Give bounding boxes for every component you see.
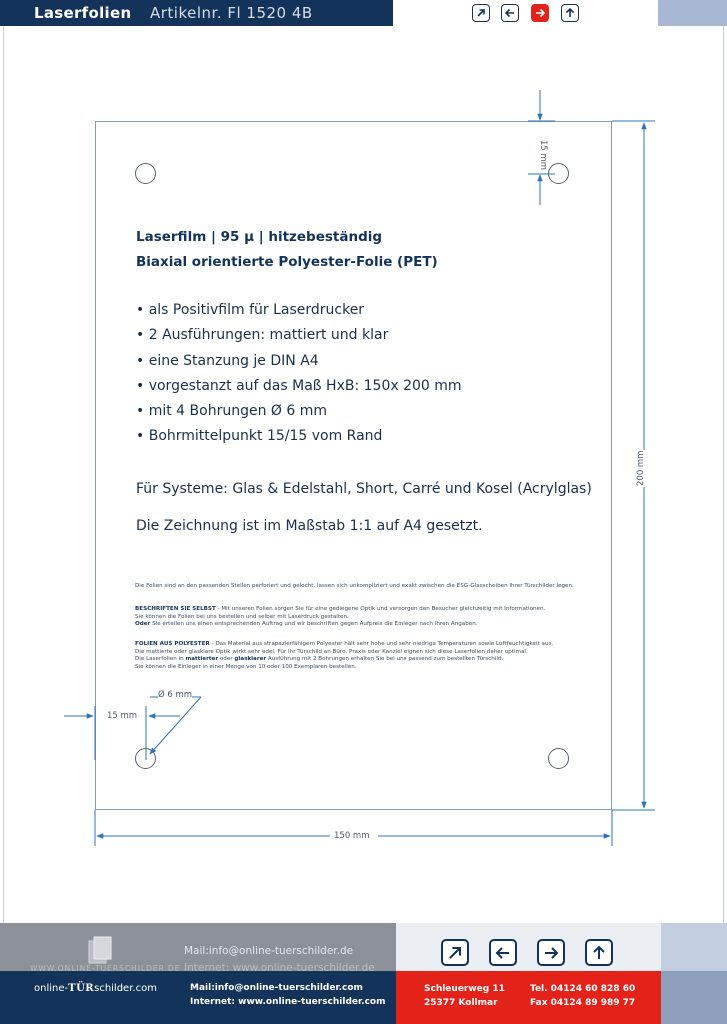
arrow-up-icon (590, 944, 608, 962)
footer-city: 25377 Kollmar (424, 998, 498, 1008)
footer-nav-up-button[interactable] (585, 939, 613, 966)
description-paragraph-3 (135, 641, 590, 671)
footer-nav-up-right-button[interactable] (441, 939, 469, 966)
scale-note: Die Zeichnung ist im Maßstab 1:1 auf A4 gesetzt. (136, 518, 483, 534)
list-item: • vorgestanzt auf das Maß HxB: 150x 200 mm (136, 377, 462, 394)
para3-text-b: Die mattierte oder glasklare Optik wirkt sehr edel. Für Ihr Türschild an Büro, Praxis oder Kanzlei eignen sich diese Laserfolien daher optimal. (135, 648, 528, 655)
footer-ghost-brand: WWW.ONLINE-TUERSCHILDER.DE (30, 964, 181, 971)
brand-suffix: schilder.com (94, 983, 157, 994)
list-item: • Bohrmittelpunkt 15/15 vom Rand (136, 428, 383, 445)
article-number: Artikelnr. Fl 1520 4B (150, 4, 313, 22)
para2-title: BESCHRIFTEN SIE SELBST (135, 606, 216, 612)
list-item: • eine Stanzung je DIN A4 (136, 352, 319, 369)
feature-list (136, 302, 462, 454)
para3-text-c3: Ausführung mit 2 Bohrungen erhalten Sie bei uns passend zum bestellten Türschild. (266, 656, 504, 663)
para3-text-d: Sie können die Einleger in einer Menge von 10 oder 100 Exemplaren bestellen. (135, 663, 357, 670)
footer-brand[interactable] (34, 983, 157, 994)
dim-label-left: 15 mm (107, 711, 138, 721)
dim-label-hole: Ø 6 mm (158, 690, 193, 700)
footer-nav-back-button[interactable] (489, 939, 517, 966)
footer-mail-link[interactable]: Mail:info@online-tuerschilder.com (190, 983, 363, 993)
para3-title: FOLIEN AUS POLYESTER (135, 641, 210, 647)
footer-street: Schleuerweg 11 (424, 984, 505, 994)
para2-oder: Oder (135, 621, 151, 628)
footer-phone[interactable]: Tel. 04124 60 828 60 (530, 984, 636, 994)
para3-mattiert: mattierter (185, 656, 219, 663)
para3-text-c2: oder (218, 656, 235, 663)
arrow-up-right-icon (446, 944, 464, 962)
para1-text: Die Folien sind an den passenden Stellen perforiert und gelocht, lassen sich unkompliziert und exakt zwischen die ESG-Glasscheiben Ihrer Türschilder legen. (135, 583, 574, 589)
list-item: • 2 Ausführungen: mattiert und klar (136, 327, 389, 344)
logo-watermark-icon (88, 936, 114, 964)
heading-product: Laserfilm | 95 µ | hitzebeständig (136, 229, 383, 245)
systems-line: Für Systeme: Glas & Edelstahl, Short, Carré und Kosel (Acrylglas) (136, 481, 592, 497)
brand-prefix: online- (34, 983, 69, 994)
description-paragraph-1 (135, 583, 590, 591)
footer-fax: Fax 04124 89 989 77 (530, 998, 636, 1008)
para2-text-a: - Mit unseren Folien sorgen Sie für eine gediegene Optik und versorgen den Besucher gleichzeitig mit Informationen. (215, 606, 546, 612)
footer-ghost-mail: Mail:info@online-tuerschilder.de (184, 945, 354, 957)
footer-top-nav-panel (396, 923, 661, 971)
para2-text-c: Sie erteilen uns einen entsprechenden Auftrag und wir beschriften gegen Aufpreis die Einleger nach Ihren Angaben. (150, 621, 478, 628)
page-title: Laserfolien (34, 4, 132, 22)
footer-top-accent (661, 923, 727, 971)
brand-highlight: TÜR (68, 983, 95, 994)
list-item: • mit 4 Bohrungen Ø 6 mm (136, 403, 328, 420)
footer-web-link[interactable]: Internet: www.online-tuerschilder.com (190, 997, 386, 1007)
footer-bottom-accent (661, 971, 727, 1024)
description-paragraph-2 (135, 606, 590, 629)
footer-ghost-web: Internet: www.online-tuerschilder.de (184, 962, 375, 971)
dim-label-width: 150 mm (334, 831, 370, 841)
dim-label-top: 15 mm (538, 140, 548, 171)
dim-label-height: 200 mm (636, 450, 646, 486)
footer-nav-forward-button[interactable] (537, 939, 565, 966)
para3-text-c1: Die Laserfolien in (135, 656, 186, 663)
arrow-left-icon (494, 944, 512, 962)
arrow-right-icon (542, 944, 560, 962)
para3-text-a: - Das Material aus strapazierfähigem Polyester hält sehr hohe und sehr niedrige Temperaturen sowie Luftfeuchtigkeit aus. (209, 641, 554, 647)
heading-material: Biaxial orientierte Polyester-Folie (PET) (136, 254, 438, 270)
para3-glasklar: glasklarer (234, 656, 267, 663)
list-item: • als Positivfilm für Laserdrucker (136, 302, 365, 318)
para2-text-b: Sie können die Folien bei uns bestellen und selber mit Laserdruck gestalten. (135, 613, 349, 620)
